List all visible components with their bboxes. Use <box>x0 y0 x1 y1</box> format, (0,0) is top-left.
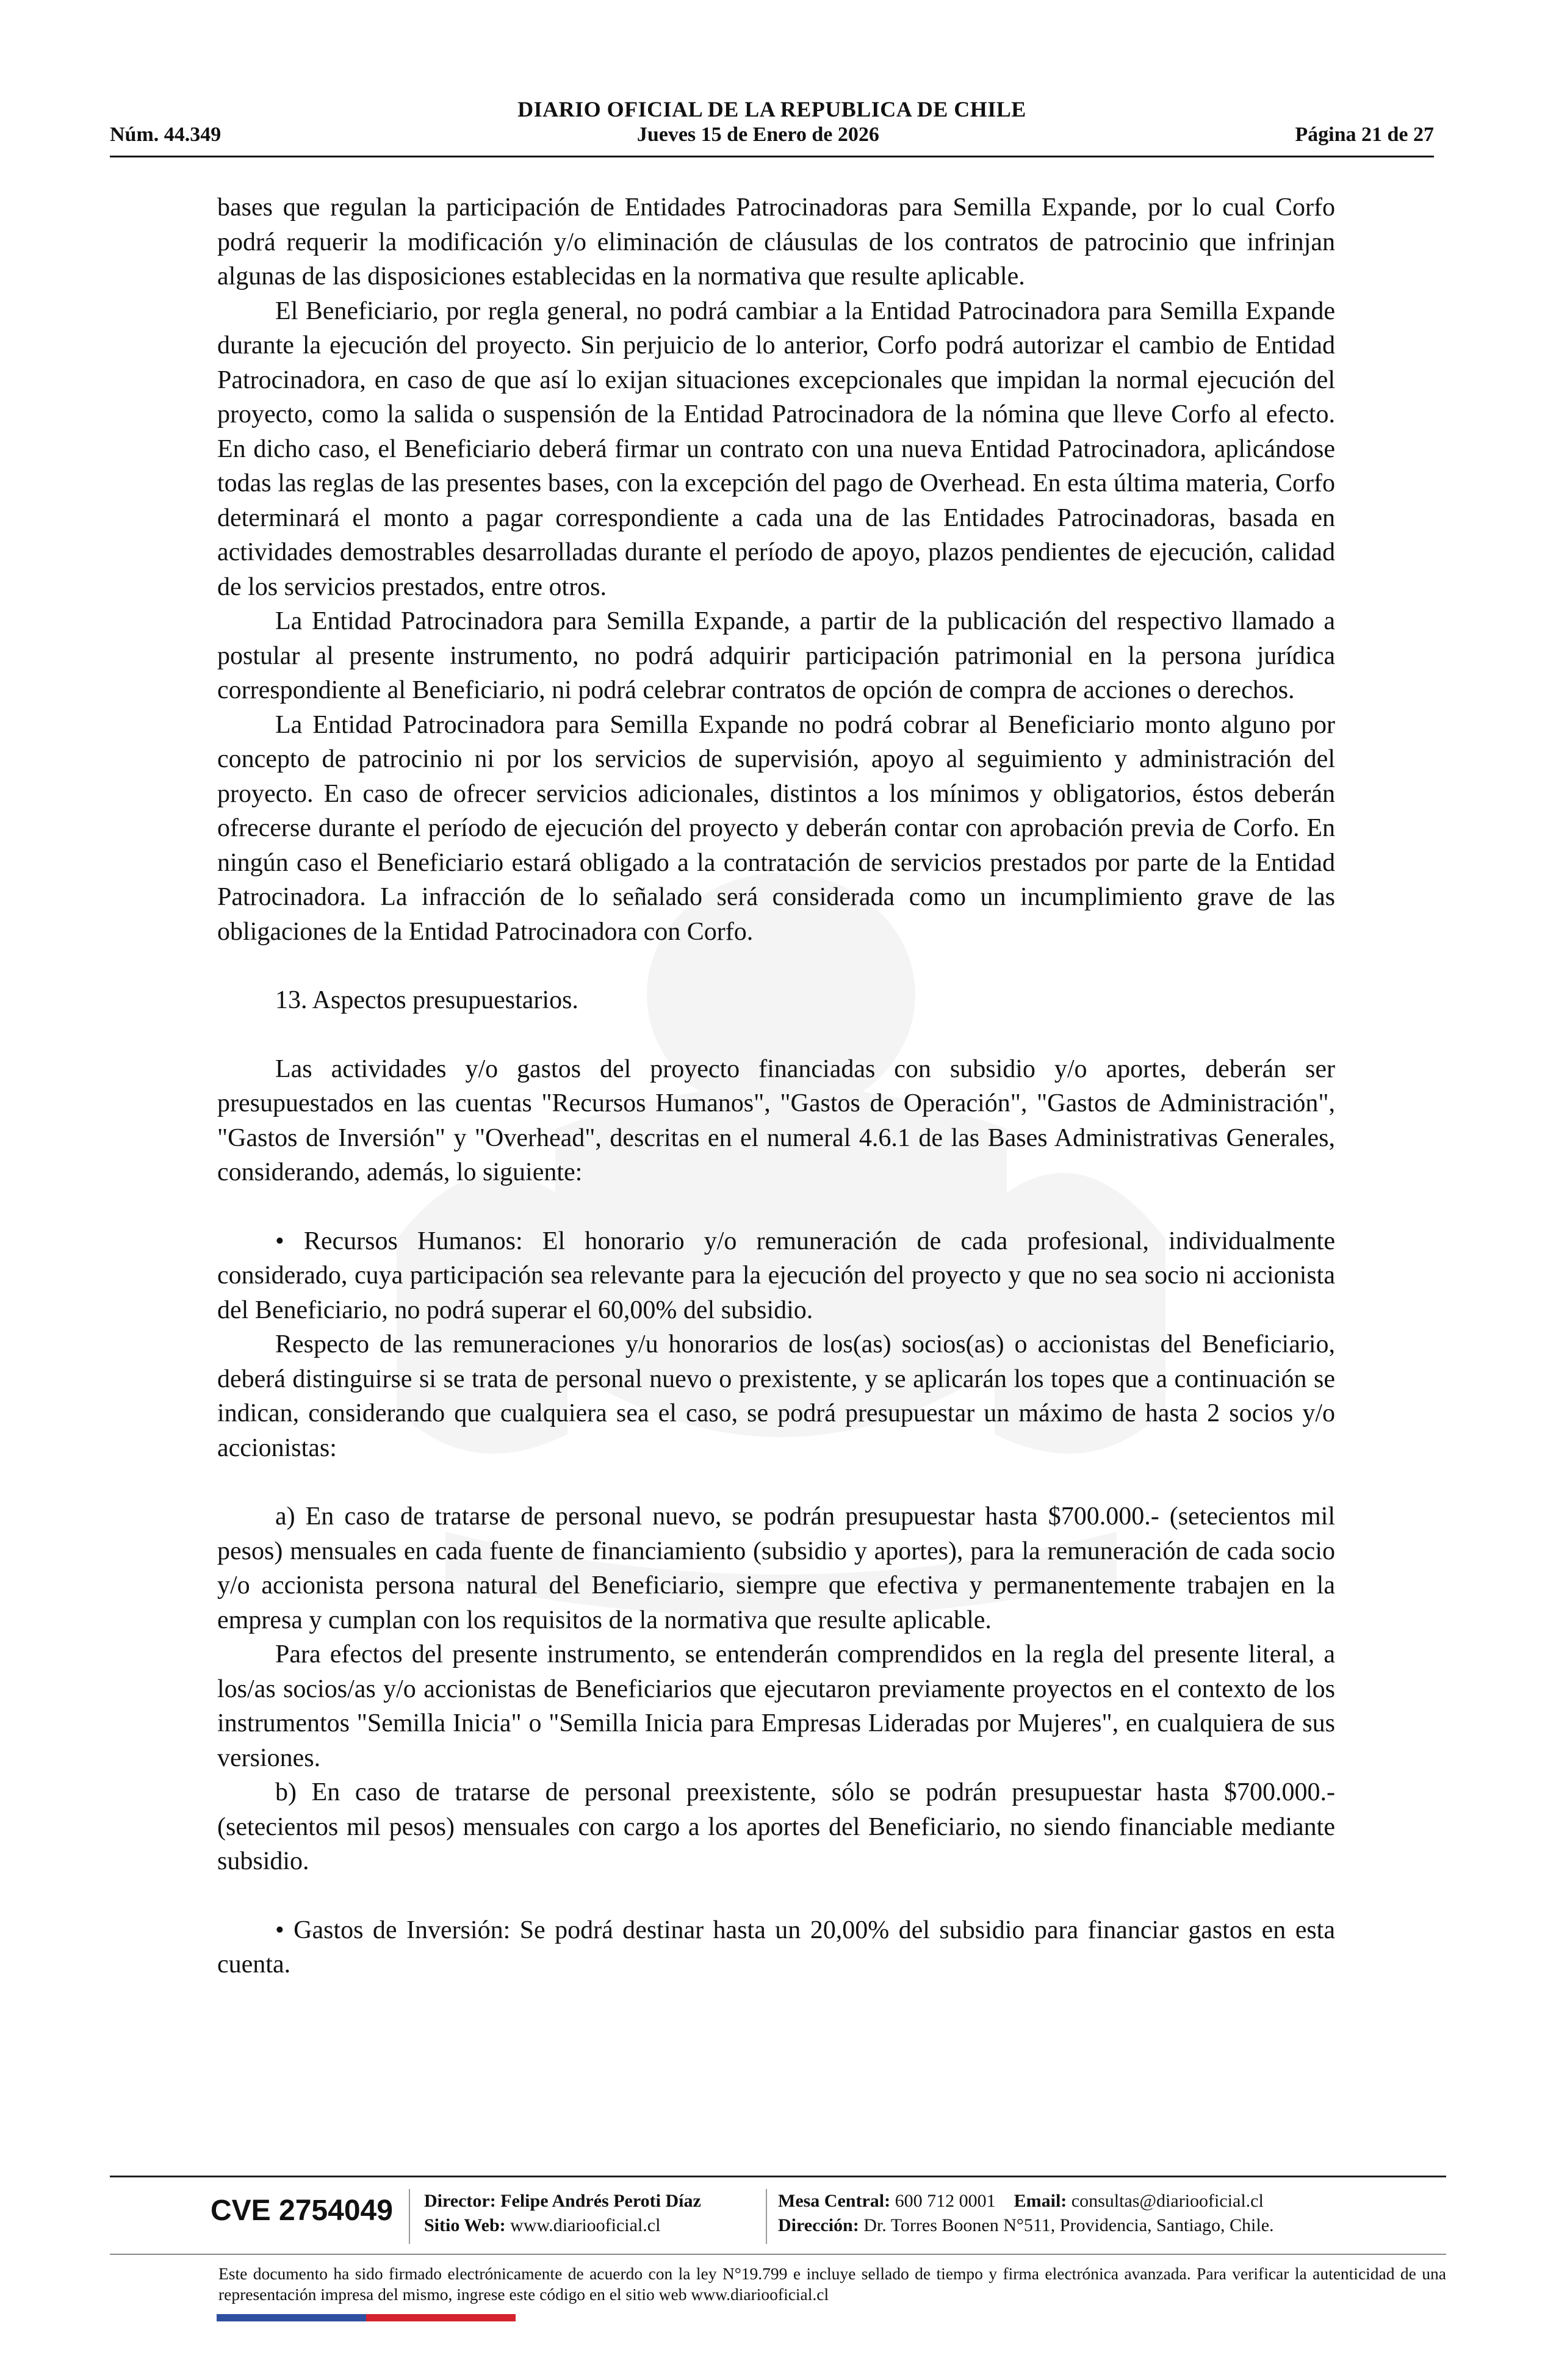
email-label: Email: <box>1014 2191 1067 2211</box>
director-label: Director: <box>424 2191 496 2211</box>
website-label: Sitio Web: <box>424 2215 506 2235</box>
footer-divider <box>110 2176 1446 2177</box>
footer-director-block <box>424 2189 701 2238</box>
paragraph: Las actividades y/o gastos del proyecto financiadas con subsidio y/o aportes, deberán ser presupuestados en las cuentas "Recursos Humanos", "Gastos de Operación", "Gastos de Administración", "Gastos de Inversión" y "Overhead", descritas en el numeral 4.6.1 de las Bases Administrativas Generales, considerando, además, lo siguiente: <box>217 1055 1335 1186</box>
page-footer <box>110 2176 1446 2322</box>
footer-divider <box>110 2254 1446 2255</box>
email-link[interactable]: consultas@diariooficial.cl <box>1071 2191 1264 2211</box>
paragraph: La Entidad Patrocinadora para Semilla Expande no podrá cobrar al Beneficiario monto alguno por concepto de patrocinio ni por los servicios de supervisión, apoyo al seguimiento y administración del proyecto. En caso de ofrecer servicios adicionales, distintos a los mínimos y obligatorios, éstos deberán ofrecerse durante el período de ejecución del proyecto y deberán contar con aprobación previa de Corfo. En ningún caso el Beneficiario estará obligado a la contratación de servicios prestados por parte de la Entidad Patrocinadora. La infracción de lo señalado será considerada como un incumplimiento grave de las obligaciones de la Entidad Patrocinadora con Corfo. <box>217 710 1335 946</box>
stripe-red <box>366 2314 516 2321</box>
paragraph: Para efectos del presente instrumento, se entenderán comprendidos en la regla del presente literal, a los/as socios/as y/o accionistas de Beneficiarios que ejecutaron previamente proyectos en el contexto de los instrumentos "Semilla Inicia" o "Semilla Inicia para Empresas Lideradas por Mujeres", en cualquiera de sus versiones. <box>217 1640 1335 1772</box>
paragraph: b) En caso de tratarse de personal preexistente, sólo se podrán presupuestar hasta $700.000.- (setecientos mil pesos) mensuales con cargo a los aportes del Beneficiario, no siendo financiable mediante subsidio. <box>217 1778 1335 1875</box>
footer-contact-block <box>778 2189 1274 2238</box>
section-heading: 13. Aspectos presupuestarios. <box>275 986 578 1014</box>
paragraph: La Entidad Patrocinadora para Semilla Expande, a partir de la publicación del respectivo llamado a postular al presente instrumento, no podrá adquirir participación patrimonial en la persona jurídica correspondiente al Beneficiario, ni podrá celebrar contratos de opción de compra de acciones o derechos. <box>217 607 1335 704</box>
bullet-paragraph: • Recursos Humanos: El honorario y/o remuneración de cada profesional, individualmente considerado, cuya participación sea relevante para la ejecución del proyecto y que no sea socio ni accionista del Beneficiario, no podrá superar el 60,00% del subsidio. <box>217 1227 1335 1324</box>
address-value: Dr. Torres Boonen N°511, Providencia, Santiago, Chile. <box>863 2215 1274 2235</box>
paragraph: a) En caso de tratarse de personal nuevo, se podrán presupuestar hasta $700.000.- (setecientos mil pesos) mensuales en cada fuente de financiamiento (subsidio y aportes), para la remuneración de cada socio y/o accionista persona natural del Beneficiario, siempre que efectiva y permanentemente trabajen en la empresa y cumplan con los requisitos de la normativa que resulte aplicable. <box>217 1502 1335 1634</box>
bullet-paragraph: • Gastos de Inversión: Se podrá destinar hasta un 20,00% del subsidio para financiar gastos en esta cuenta. <box>217 1916 1335 1978</box>
stripe-blue <box>217 2314 366 2321</box>
issue-number: Núm. 44.349 <box>110 123 222 146</box>
phone-label: Mesa Central: <box>778 2191 891 2211</box>
page-body <box>217 190 1335 1982</box>
website-link[interactable]: www.diariooficial.cl <box>510 2215 661 2235</box>
cve-code: CVE 2754049 <box>211 2194 393 2227</box>
page-number: Página 21 de 27 <box>1295 123 1434 146</box>
issue-date: Jueves 15 de Enero de 2026 <box>636 123 879 146</box>
flag-stripes <box>217 2314 516 2321</box>
header-divider <box>110 156 1434 157</box>
phone-number: 600 712 0001 <box>895 2191 996 2211</box>
paragraph: El Beneficiario, por regla general, no podrá cambiar a la Entidad Patrocinadora para Semilla Expande durante la ejecución del proyecto. Sin perjuicio de lo anterior, Corfo podrá autorizar el cambio de Entidad Patrocinadora, en caso de que así lo exijan situaciones excepcionales que impidan la normal ejecución del proyecto, como la salida o suspensión de la Entidad Patrocinadora de la nómina que lleve Corfo al efecto. En dicho caso, el Beneficiario deberá firmar un contrato con una nueva Entidad Patrocinadora, aplicándose todas las reglas de las presentes bases, con la excepción del pago de Overhead. En esta última materia, Corfo determinará el monto a pagar correspondiente a cada una de las Entidades Patrocinadoras, basada en actividades demostrables desarrolladas durante el período de apoyo, plazos pendientes de ejecución, calidad de los servicios prestados, entre otros. <box>217 297 1335 601</box>
publication-title: DIARIO OFICIAL DE LA REPUBLICA DE CHILE <box>517 97 1026 121</box>
footer-separator <box>409 2189 410 2244</box>
paragraph: bases que regulan la participación de Entidades Patrocinadoras para Semilla Expande, por lo cual Corfo podrá requerir la modificación y/o eliminación de cláusulas de los contratos de patrocinio que infrinjan algunas de las disposiciones establecidas en la normativa que resulte aplicable. <box>217 193 1335 290</box>
address-label: Dirección: <box>778 2215 859 2235</box>
footer-separator <box>766 2189 767 2244</box>
director-name: Felipe Andrés Peroti Díaz <box>500 2191 701 2211</box>
paragraph: Respecto de las remuneraciones y/u honorarios de los(as) socios(as) o accionistas del Beneficiario, deberá distinguirse si se trata de personal nuevo o prexistente, y se aplicarán los topes que a continuación se indican, considerando que cualquiera sea el caso, se podrá presupuestar un máximo de hasta 2 socios y/o accionistas: <box>217 1330 1335 1462</box>
page-header <box>110 92 1434 159</box>
legal-notice: Este documento ha sido firmado electrónicamente de acuerdo con la ley N°19.799 e incluye sellado de tiempo y firma electrónica avanzada. Para verificar la autenticidad de una representación impresa del mismo, ingrese este código en el sitio web www.diariooficial.cl <box>218 2264 1446 2304</box>
